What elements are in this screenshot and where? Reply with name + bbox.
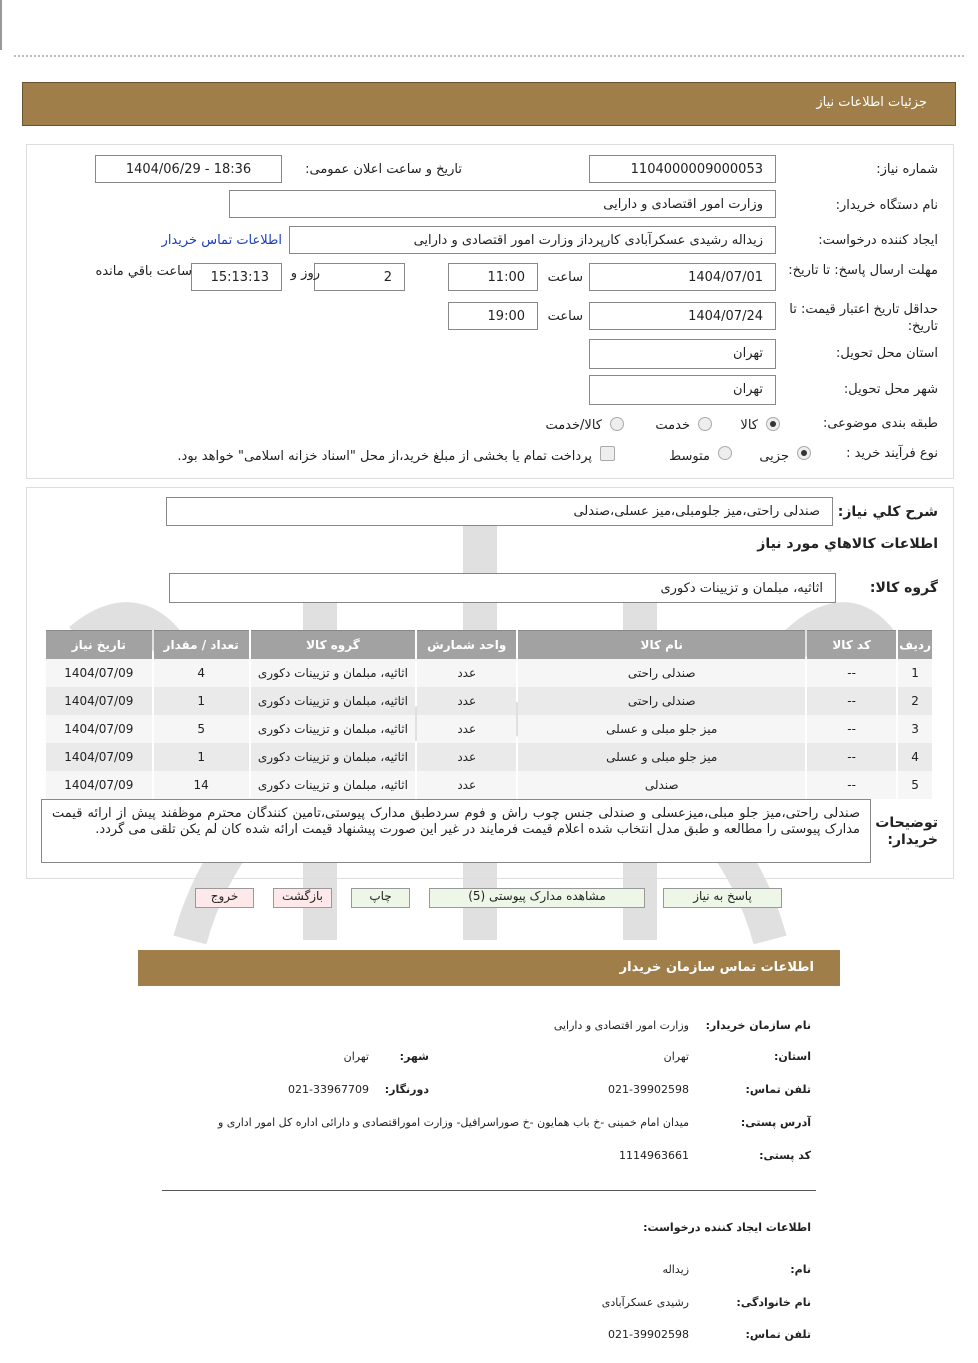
treasury-checkbox[interactable]: [600, 446, 615, 461]
creator-label: ایجاد کننده درخواست:: [818, 233, 938, 248]
price-time-field: 19:00: [448, 302, 538, 330]
need-number-field: 1104000009000053: [589, 155, 776, 183]
goods-info-title: اطلاعات کالاهاي مورد نیاز: [757, 536, 938, 552]
purchase-type-label: نوع فرآیند خرید :: [846, 446, 938, 461]
page-title: جزئیات اطلاعات نیاز: [816, 95, 927, 110]
creator-field: زیداله رشیدی عسکرآبادی کارپرداز وزارت امور اقتصادی و دارایی: [289, 226, 776, 254]
cell-group: اثاثیه، مبلمان و تزیینات دکوری: [251, 687, 415, 715]
reply-button[interactable]: پاسخ به نیاز: [663, 888, 782, 908]
province-field: تهران: [589, 339, 776, 369]
goods-table: [44, 630, 934, 799]
cell-group: اثاثیه، مبلمان و تزیینات دکوری: [251, 743, 415, 771]
print-button[interactable]: چاپ: [351, 888, 410, 908]
cell-date: 1404/07/09: [46, 743, 152, 771]
col-unit-header: واحد شمارش: [417, 630, 516, 659]
payment-note: پرداخت تمام یا بخشی از مبلغ خرید،از محل "اسناد خزانه اسلامی" خواهد بود.: [177, 449, 592, 464]
creator-info-title: اطلاعات ایجاد کننده درخواست:: [643, 1221, 811, 1234]
cell-unit: عدد: [417, 659, 516, 687]
cell-date: 1404/07/09: [46, 687, 152, 715]
goods-group-label: گروه کالا:: [869, 580, 938, 596]
cell-row: 2: [898, 687, 932, 715]
cell-code: --: [807, 743, 896, 771]
contact-fax: 021-33967709: [288, 1083, 369, 1096]
city-label: شهر محل تحویل:: [843, 382, 938, 397]
announce-value: 1404/06/29 - 18:36: [125, 162, 252, 177]
contact-org: وزارت امور اقتصادی و دارایی: [553, 1019, 689, 1032]
col-row-header: ردیف: [898, 630, 932, 659]
left-border: [0, 0, 2, 50]
table-header-row: [46, 630, 932, 659]
table-row: [46, 743, 932, 771]
page-header: [22, 82, 956, 126]
category-option-both: کالا/خدمت: [545, 418, 602, 433]
general-desc-field: صندلی راحتی،میز جلومبلی،میز عسلی،صندلی: [166, 497, 833, 526]
remaining-label: ساعت باقي مانده: [95, 264, 192, 279]
contact-city: تهران: [343, 1050, 369, 1063]
price-date-field: 1404/07/24: [589, 302, 776, 330]
top-divider: [14, 55, 964, 57]
contact-province-label: استان:: [774, 1050, 811, 1063]
contact-postal: 1114963661: [619, 1149, 689, 1162]
back-button[interactable]: بازگشت: [273, 888, 332, 908]
table-row: [46, 687, 932, 715]
creator-name: زیداله: [662, 1263, 689, 1276]
reply-deadline-label: مهلت ارسال پاسخ: تا تاریخ:: [788, 263, 938, 278]
contact-address-label: آدرس پستی:: [740, 1116, 811, 1129]
buyer-org-field: وزارت امور اقتصادی و دارایی: [229, 190, 776, 218]
cell-unit: عدد: [417, 687, 516, 715]
cell-date: 1404/07/09: [46, 715, 152, 743]
price-time-label: ساعت: [547, 309, 583, 324]
remaining-time-field: 15:13:13: [191, 263, 282, 291]
cell-name: صندلی: [518, 771, 805, 799]
cell-code: --: [807, 659, 896, 687]
creator-phone-label: تلفن تماس:: [745, 1328, 811, 1341]
table-row: [46, 715, 932, 743]
price-valid-label: حداقل تاریخ اعتبار قیمت: تا تاریخ:: [789, 302, 938, 334]
cell-row: 1: [898, 659, 932, 687]
contact-phone: 021-39902598: [608, 1083, 689, 1096]
cell-qty: 1: [154, 687, 249, 715]
contact-divider: [162, 1190, 816, 1191]
purchase-radio-medium[interactable]: [718, 446, 732, 460]
cell-group: اثاثیه، مبلمان و تزیینات دکوری: [251, 715, 415, 743]
view-attachments-button[interactable]: مشاهده مدارک پیوستی (5): [429, 888, 645, 908]
contact-header: [138, 950, 840, 986]
cell-group: اثاثیه، مبلمان و تزیینات دکوری: [251, 771, 415, 799]
contact-postal-label: کد پستی:: [759, 1149, 811, 1162]
table-row: [46, 771, 932, 799]
category-label: طبقه بندی موضوعی:: [822, 416, 938, 431]
buyer-org-label: نام دستگاه خریدار:: [835, 198, 938, 213]
reply-date-field: 1404/07/01: [589, 263, 776, 291]
col-name-header: نام کالا: [518, 630, 805, 659]
purchase-radio-minor[interactable]: [797, 446, 811, 460]
cell-code: --: [807, 771, 896, 799]
creator-family: رشیدی عسکرآبادی: [601, 1296, 689, 1309]
table-row: [46, 659, 932, 687]
province-label: استان محل تحویل:: [836, 346, 938, 361]
contact-title: اطلاعات تماس سازمان خریدار: [619, 960, 814, 975]
contact-org-label: نام سازمان خریدار:: [705, 1019, 811, 1032]
days-label: روز و: [290, 266, 320, 281]
creator-name-label: نام:: [790, 1263, 811, 1276]
cell-unit: عدد: [417, 743, 516, 771]
cell-unit: عدد: [417, 771, 516, 799]
category-radio-service[interactable]: [698, 417, 712, 431]
cell-qty: 1: [154, 743, 249, 771]
category-option-service: خدمت: [655, 418, 690, 433]
col-group-header: گروه کالا: [251, 630, 415, 659]
cell-date: 1404/07/09: [46, 659, 152, 687]
buyer-notes-label: توضیحات خریدار:: [875, 815, 938, 848]
category-radio-both[interactable]: [610, 417, 624, 431]
contact-city-label: شهر:: [399, 1050, 429, 1063]
contact-province: تهران: [663, 1050, 689, 1063]
cell-date: 1404/07/09: [46, 771, 152, 799]
contact-address: میدان امام خمینی -خ باب همایون -خ صوراسرافیل- وزارت اموراقتصادی و دارائی اداره کل امور اداری و: [217, 1116, 689, 1129]
col-qty-header: تعداد / مقدار: [154, 630, 249, 659]
days-field: 2: [314, 263, 405, 291]
reply-time-field: 11:00: [448, 263, 538, 291]
purchase-option-minor: جزیی: [759, 449, 789, 464]
category-option-goods: کالا: [740, 418, 758, 433]
cell-code: --: [807, 687, 896, 715]
creator-phone: 021-39902598: [608, 1328, 689, 1341]
cell-name: صندلی راحتی: [518, 687, 805, 715]
buyer-notes-box: صندلی راحتی،میز جلو مبلی،میزعسلی و صندلی جنس چوب راش و فوم سردطبق مدارک پیوستی،تامین کنندگان محترم موظفند پیش از ارائه قیمت مدارک پیوستی را مطالعه و طبق مدل انتخاب شده اعلام قیمت فرمایند در غیر این صورت پیشنهاد قیمت ارائه شده کان لم یکن تلقی می گردد.: [41, 799, 871, 863]
buyer-contact-link[interactable]: اطلاعات تماس خریدار: [161, 233, 282, 248]
general-desc-label: شرح کلي نیاز:: [837, 504, 938, 520]
cell-qty: 5: [154, 715, 249, 743]
cell-unit: عدد: [417, 715, 516, 743]
contact-fax-label: دورنگار:: [384, 1083, 429, 1096]
announce-field: [95, 155, 282, 183]
col-code-header: کد کالا: [807, 630, 896, 659]
cell-name: صندلی راحتی: [518, 659, 805, 687]
announce-label: تاریخ و ساعت اعلان عمومی:: [305, 162, 462, 177]
city-field: تهران: [589, 375, 776, 405]
cell-row: 3: [898, 715, 932, 743]
reply-time-label: ساعت: [547, 270, 583, 285]
cell-name: میز جلو مبلی و عسلی: [518, 743, 805, 771]
cell-code: --: [807, 715, 896, 743]
col-date-header: تاریخ نیاز: [46, 630, 152, 659]
exit-button[interactable]: خروج: [195, 888, 254, 908]
need-number-label: شماره نیاز:: [876, 162, 938, 177]
goods-group-field: اثاثیه، مبلمان و تزیینات دکوری: [169, 573, 836, 603]
creator-family-label: نام خانوادگی:: [736, 1296, 811, 1309]
category-radio-goods[interactable]: [766, 417, 780, 431]
cell-qty: 4: [154, 659, 249, 687]
cell-name: میز جلو مبلی و عسلی: [518, 715, 805, 743]
cell-qty: 14: [154, 771, 249, 799]
cell-row: 4: [898, 743, 932, 771]
purchase-option-medium: متوسط: [669, 449, 710, 464]
contact-phone-label: تلفن تماس:: [745, 1083, 811, 1096]
cell-row: 5: [898, 771, 932, 799]
cell-group: اثاثیه، مبلمان و تزیینات دکوری: [251, 659, 415, 687]
